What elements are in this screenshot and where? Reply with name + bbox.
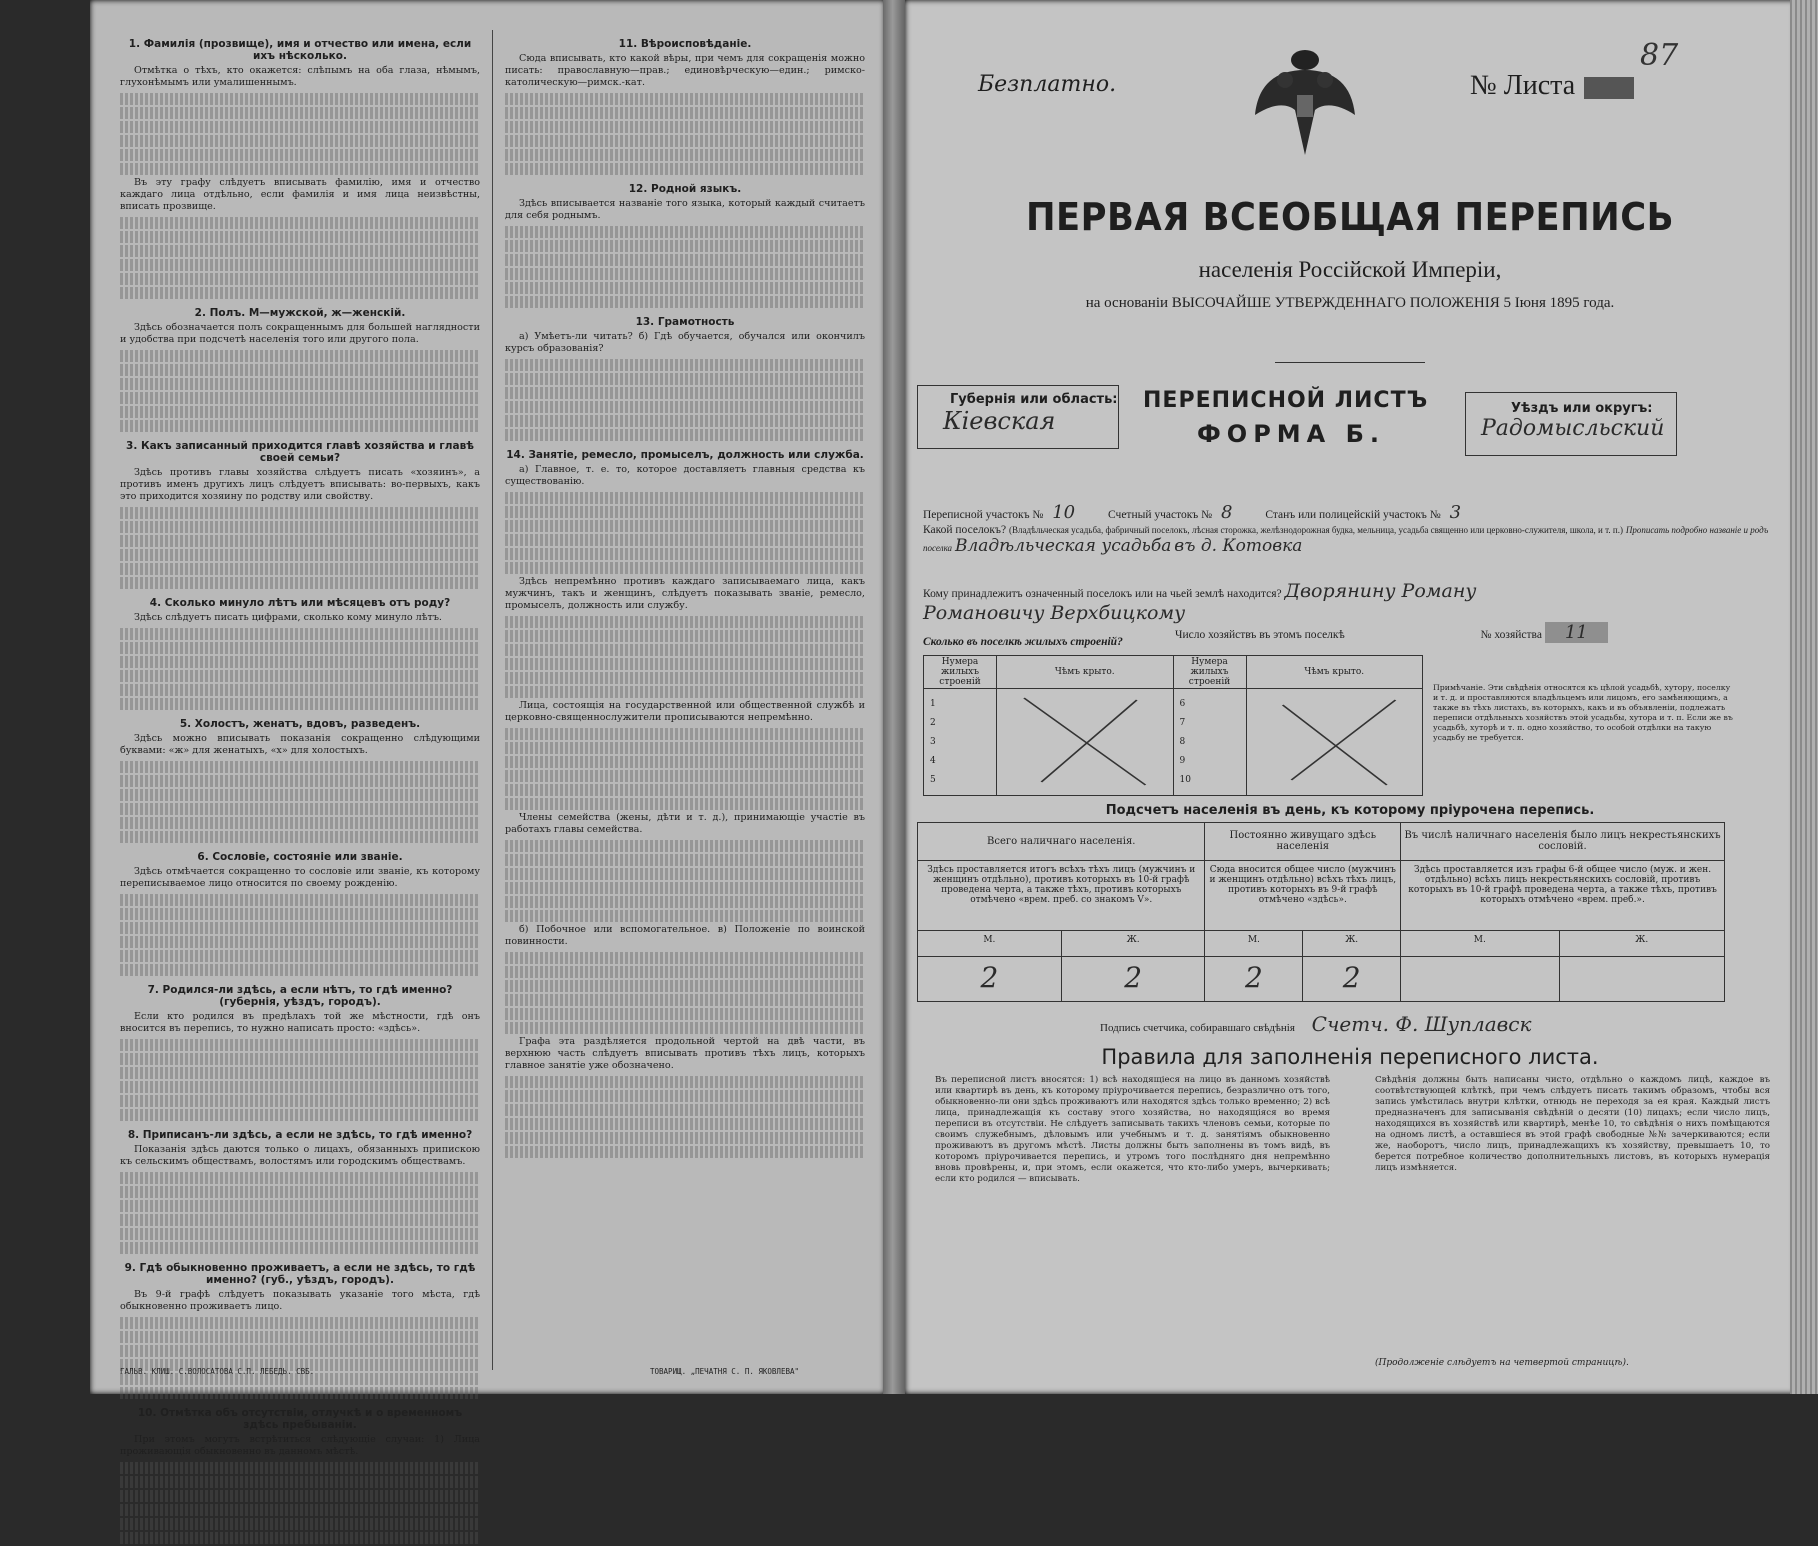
- faded-text-line: [120, 1067, 480, 1079]
- cross-out-mark: [998, 690, 1172, 790]
- faded-text-line: [120, 964, 480, 976]
- rules-column-right: Свѣдѣнія должны быть написаны чисто, отдѣльно о каждомъ лицѣ, каждое въ соотвѣтствующей клѣткѣ, при чемъ слѣдуетъ писать такимъ образомъ, чтобы вся запись умѣстилась внутри клѣтки, отнюдь не переходя за ея края. Каждый листъ предназначенъ для записыванія свѣдѣній о десяти (10) лицахъ; если число лицъ, находящихся въ хозяйствѣ или квартирѣ, менѣе 10, то свѣдѣнія о нихъ помѣщаются на одномъ листѣ, а оставшіеся въ этой графѣ свободные №№ зачеркиваются; если же, наоборотъ, число лицъ, принадлежащихъ къ хозяйству, превышаетъ 10, то берется потребное количество дополнительныхъ листовъ, въ которыхъ нумерація лицъ измѣняется.: [1375, 1075, 1770, 1173]
- instruction-heading: 9. Гдѣ обыкновенно проживаетъ, а если не здѣсь, то гдѣ именно? (губ., уѣздъ, городъ).: [124, 1262, 476, 1286]
- faded-text-line: [505, 840, 865, 852]
- faded-text-line: [505, 616, 865, 628]
- instruction-heading: 3. Какъ записанный приходится главѣ хозяйства и главѣ своей семьи?: [126, 440, 474, 464]
- faded-text-line: [505, 966, 865, 978]
- faded-text-line: [120, 803, 480, 815]
- enumerator-signature: Счетч. Ф. Шуплавск: [1311, 1012, 1532, 1036]
- faded-text-line: [505, 387, 865, 399]
- faded-text-line: [505, 994, 865, 1006]
- faded-text-line: [505, 1104, 865, 1116]
- free-label: Безплатно.: [978, 72, 1117, 97]
- faded-text-line: [505, 401, 865, 413]
- printer-footer-right: ТОВАРИЩ. „ПЕЧАТНЯ С. П. ЯКОВЛЕВА": [650, 1367, 800, 1376]
- faded-text-line: [120, 789, 480, 801]
- faded-text-line: [505, 980, 865, 992]
- faded-text-line: [120, 1053, 480, 1065]
- faded-text-line: [505, 896, 865, 908]
- instruction-text: Графа эта раздѣляется продольной чертой на двѣ части, въ верхнюю часть слѣдуетъ вписывать противъ тѣхъ лицъ, которыхъ главное занятіе уже обозначено.: [505, 1036, 865, 1071]
- faded-text-line: [505, 756, 865, 768]
- faded-text-line: [505, 686, 865, 698]
- instruction-heading: 7. Родился-ли здѣсь, а если нѣтъ, то гдѣ именно? (губернія, уѣздъ, городъ).: [147, 984, 453, 1008]
- instruction-text: Лица, состоящія на государственной или общественной службѣ и церковно-священнослужители прописываются непремѣнно.: [505, 700, 865, 723]
- faded-text-line: [505, 882, 865, 894]
- household-number-label: № хозяйства: [1480, 629, 1542, 641]
- building-row-number: 5: [930, 774, 936, 785]
- instruction-text: Здѣсь отмѣчается сокращенно то сословіе или званіе, къ которому переписываемое лицо относится по своему рожденію.: [120, 866, 480, 889]
- faded-text-line: [120, 149, 480, 161]
- instruction-heading: 2. Полъ. М—мужской, ж—женскій.: [194, 307, 406, 319]
- settlement-label: Какой поселокъ?: [923, 524, 1007, 536]
- faded-text-line: [120, 535, 480, 547]
- faded-text-line: [120, 521, 480, 533]
- settlement-hint: (Владѣльческая усадьба, фабричный поселокъ, лѣсная сторожка, желѣзнодорожная будка, мельница, усадьба священно или церковно-служителя, школа, и т. п.): [1008, 525, 1623, 535]
- sex-female-header: Ж.: [1559, 930, 1724, 956]
- faded-text-line: [120, 1476, 480, 1488]
- faded-text-line: [120, 392, 480, 404]
- building-row-number: 2: [930, 717, 936, 728]
- buildings-crossed-out-left: [997, 689, 1174, 796]
- faded-text-line: [505, 282, 865, 294]
- instruction-heading: 8. Приписанъ-ли здѣсь, а если не здѣсь, то гдѣ именно?: [127, 1129, 473, 1141]
- faded-text-line: [505, 1146, 865, 1158]
- pop-desc-non-peasant: Здѣсь проставляется изъ графы 6-й общее число (муж. и жен. отдѣльно) всѣхъ лицъ некрестьянскихъ сословій, противъ которыхъ въ 10-й графѣ проведена черта, а также тѣхъ, противъ которыхъ отмѣчено «врем. преб.».: [1401, 860, 1725, 930]
- stan-value: 3: [1449, 502, 1462, 523]
- faded-text-line: [505, 1090, 865, 1102]
- faded-text-line: [505, 506, 865, 518]
- settlement-value-2: въ д. Котовка: [1174, 536, 1303, 556]
- building-row-number: 9: [1179, 755, 1186, 766]
- archive-page-number: 87: [1640, 38, 1679, 73]
- building-row-number: 1: [930, 698, 936, 709]
- double-headed-eagle-emblem: [1250, 40, 1360, 160]
- instructions-column-left: [120, 30, 480, 1546]
- faded-text-line: [505, 534, 865, 546]
- faded-text-line: [505, 240, 865, 252]
- faded-text-line: [505, 1022, 865, 1034]
- instruction-text: б) Побочное или вспомогательное. в) Положеніе по воинской повинности.: [505, 924, 865, 947]
- sex-female-header: Ж.: [1303, 930, 1401, 956]
- faded-text-line: [120, 1172, 480, 1184]
- settlement-value-1: Владѣльческая усадьба: [954, 536, 1172, 556]
- faded-text-line: [120, 642, 480, 654]
- faded-text-line: [120, 761, 480, 773]
- faded-text-line: [120, 107, 480, 119]
- faded-text-line: [505, 268, 865, 280]
- faded-text-line: [120, 231, 480, 243]
- form-type: ФОРМА Б.: [1197, 420, 1386, 448]
- faded-text-line: [120, 121, 480, 133]
- faded-text-line: [505, 107, 865, 119]
- enumerator-signature-row: [1100, 1012, 1531, 1036]
- faded-text-line: [120, 936, 480, 948]
- instruction-text: а) Умѣетъ-ли читать? б) Гдѣ обучается, обучался или окончилъ курсъ образованія?: [505, 331, 865, 354]
- uezd-label: Уѣздъ или округъ:: [1511, 401, 1653, 416]
- rules-title: Правила для заполненія переписного листа.: [1101, 1045, 1599, 1069]
- instruction-heading: 11. Вѣроисповѣданіе.: [618, 38, 752, 50]
- faded-text-line: [505, 854, 865, 866]
- faded-text-line: [505, 658, 865, 670]
- uezd-box: [1465, 392, 1677, 456]
- faded-text-line: [120, 1317, 480, 1329]
- pop-header-present: Всего наличнаго населенія.: [918, 823, 1205, 861]
- non-peasant-male-count: [1401, 957, 1560, 1002]
- building-row-number: 6: [1179, 698, 1186, 709]
- faded-text-line: [120, 577, 480, 589]
- census-legal-basis: на основаніи ВЫСОЧАЙШЕ УТВЕРЖДЕННАГО ПОЛОЖЕНІЯ 5 Іюня 1895 года.: [1085, 295, 1615, 311]
- faded-text-line: [505, 296, 865, 308]
- faded-text-line: [120, 1345, 480, 1357]
- faded-text-line: [505, 630, 865, 642]
- faded-text-line: [120, 1214, 480, 1226]
- faded-text-line: [120, 1081, 480, 1093]
- sex-male-header: М.: [1401, 930, 1560, 956]
- faded-text-line: [505, 728, 865, 740]
- instruction-text: Здѣсь вписывается названіе того языка, который каждый считаетъ для себя роднымъ.: [505, 198, 865, 221]
- faded-text-line: [120, 259, 480, 271]
- faded-text-line: [120, 922, 480, 934]
- faded-text-line: [505, 742, 865, 754]
- pop-header-permanent: Постоянно живущаго здѣсь населенія: [1205, 823, 1401, 861]
- faded-text-line: [120, 817, 480, 829]
- building-row-number: 3: [930, 736, 936, 747]
- pop-desc-present: Здѣсь проставляется итогъ всѣхъ тѣхъ лицъ (мужчинъ и женщинъ отдѣльно), противъ которыхъ въ 10-й графѣ проведена черта, а также тѣхъ, противъ которыхъ отмѣчено «врем. преб. со знакомъ V».: [918, 860, 1205, 930]
- instruction-text: Въ 9-й графѣ слѣдуетъ показывать указаніе того мѣста, гдѣ обыкновенно проживаетъ лицо.: [120, 1289, 480, 1312]
- population-count-caption: Подсчетъ населенія въ день, къ которому пріурочена перепись.: [1105, 803, 1595, 818]
- buildings-header-roof-2: Чѣмъ крыто.: [1246, 656, 1423, 689]
- faded-text-line: [120, 406, 480, 418]
- settlement-row: [923, 524, 1783, 556]
- instruction-heading: 6. Сословіе, состояніе или званіе.: [197, 851, 403, 863]
- building-row-number: 7: [1179, 717, 1186, 728]
- instruction-heading: 4. Сколько минуло лѣтъ или мѣсяцевъ отъ роду?: [149, 597, 451, 609]
- building-row-number: 10: [1179, 774, 1191, 785]
- permanent-male-count: 2: [1205, 957, 1303, 1002]
- faded-text-line: [505, 520, 865, 532]
- faded-text-line: [120, 1242, 480, 1254]
- faded-text-line: [120, 670, 480, 682]
- faded-text-line: [120, 1228, 480, 1240]
- building-row-number: 8: [1179, 736, 1186, 747]
- census-area-value: 10: [1052, 502, 1076, 523]
- faded-text-line: [505, 359, 865, 371]
- instruction-text: Здѣсь можно вписывать показанія сокращенно слѣдующими буквами: «ж» для женатыхъ, «х» для холостыхъ.: [120, 733, 480, 756]
- sex-male-header: М.: [918, 930, 1062, 956]
- stan-label: Станъ или полицейскій участокъ №: [1265, 509, 1441, 521]
- faded-text-line: [120, 894, 480, 906]
- faded-text-line: [505, 254, 865, 266]
- instruction-text: Если кто родился въ предѣлахъ той же мѣстности, гдѣ онъ вносится въ перепись, то нужно написать просто: «здѣсь».: [120, 1011, 480, 1034]
- faded-text-line: [505, 770, 865, 782]
- instruction-text: Здѣсь слѣдуетъ писать цифрами, сколько кому минуло лѣтъ.: [134, 612, 442, 623]
- instruction-heading: 13. Грамотность: [635, 316, 735, 328]
- instruction-heading: 14. Занятіе, ремесло, промыселъ, должность или служба.: [506, 449, 864, 461]
- pop-header-non-peasant: Въ числѣ наличнаго населенія было лицъ некрестьянскихъ сословій.: [1401, 823, 1725, 861]
- faded-text-line: [505, 121, 865, 133]
- owner-label: Кому принадлежитъ означенный поселокъ или на чьей землѣ находится?: [923, 588, 1282, 600]
- instruction-heading: 12. Родной языкъ.: [628, 183, 742, 195]
- census-main-title: ПЕРВАЯ ВСЕОБЩАЯ ПЕРЕПИСЬ: [1025, 195, 1675, 239]
- faded-text-line: [505, 952, 865, 964]
- faded-text-line: [505, 868, 865, 880]
- sheet-number-label: № Листа: [1470, 70, 1576, 101]
- instruction-heading: 1. Фамилія (прозвище), имя и отчество или имена, если ихъ нѣсколько.: [128, 38, 472, 62]
- faded-text-line: [120, 163, 480, 175]
- faded-text-line: [120, 1186, 480, 1198]
- owner-value-2: Романовичу Верхбицкому: [923, 602, 1186, 624]
- buildings-header-roof: Чѣмъ крыто.: [997, 656, 1174, 689]
- faded-text-line: [120, 378, 480, 390]
- faded-text-line: [120, 507, 480, 519]
- instruction-text: Отмѣтка о тѣхъ, кто окажется: слѣпымъ на оба глаза, нѣмымъ, глухонѣмымъ или умалишеннымъ.: [120, 65, 480, 88]
- faded-text-line: [120, 908, 480, 920]
- faded-text-line: [120, 217, 480, 229]
- area-numbers-row: [923, 502, 1461, 523]
- buildings-label: Сколько въ поселкѣ жилыхъ строеній?: [923, 636, 1123, 648]
- faded-text-line: [505, 163, 865, 175]
- faded-text-line: [120, 273, 480, 285]
- faded-text-line: [120, 684, 480, 696]
- gubernia-label: Губернія или область:: [950, 392, 1118, 407]
- cross-out-mark: [1248, 690, 1422, 790]
- census-form-page: [905, 0, 1795, 1394]
- faded-text-line: [505, 149, 865, 161]
- rules-continuation-note: (Продолженіе слѣдуетъ на четвертой страницѣ).: [1375, 1358, 1629, 1368]
- sheet-number: [1470, 70, 1634, 102]
- faded-text-line: [505, 1118, 865, 1130]
- settlement-hint-2: Прописать подробно названіе и родъ поселка: [923, 525, 1769, 553]
- sex-male-header: М.: [1205, 930, 1303, 956]
- faded-text-line: [505, 784, 865, 796]
- buildings-note: Примѣчаніе. Эти свѣдѣнія относятся къ цѣлой усадьбѣ, хутору, поселку и т. д. и проставляются владѣльцемъ или лицомъ, его замѣняющимъ, а также въ тѣхъ листахъ, въ которыхъ, какъ и въ объявленіи, подлежатъ переписи отдѣльныхъ хозяйствъ этой усадьбы, хутора и т. п. Если же въ усадьбѣ, хуторѣ и т. п. одно хозяйство, то особой отдѣлки на такую усадьбу не требуется.: [1433, 683, 1733, 742]
- signature-label: Подпись счетчика, собиравшаго свѣдѣнія: [1100, 1022, 1295, 1034]
- faded-text-line: [120, 628, 480, 640]
- households-row: [1175, 622, 1608, 643]
- instruction-heading: 5. Холостъ, женатъ, вдовъ, разведенъ.: [179, 718, 421, 730]
- faded-text-line: [505, 644, 865, 656]
- households-label: Число хозяйствъ въ этомъ поселкѣ: [1175, 629, 1345, 641]
- faded-text-line: [120, 831, 480, 843]
- faded-text-line: [505, 1076, 865, 1088]
- present-male-count: 2: [918, 957, 1062, 1002]
- faded-text-line: [505, 492, 865, 504]
- instruction-text: Показанія здѣсь даются только о лицахъ, обязанныхъ припискою къ сельскимъ обществамъ, волостямъ или городскимъ обществамъ.: [120, 1144, 480, 1167]
- faded-text-line: [120, 775, 480, 787]
- instruction-text: Здѣсь обозначается полъ сокращеннымъ для большей наглядности и удобства при подсчетѣ населенія того или другого пола.: [120, 322, 480, 345]
- faded-text-line: [120, 1039, 480, 1051]
- owner-row: [923, 580, 1783, 624]
- faded-text-line: [120, 350, 480, 362]
- uezd-value: Радомысльский: [1481, 416, 1665, 441]
- instruction-text: Члены семейства (жены, дѣти и т. д.), принимающіе участіе въ работахъ главы семейства.: [505, 812, 865, 835]
- faded-text-line: [120, 1200, 480, 1212]
- printer-footer-left: ГАЛЬВ. КЛИШ. С.ВОЛОСАТОВА С.П. ЛЕБЕДЬ. СВБ.: [120, 1367, 315, 1376]
- instruction-text: При этомъ могутъ встрѣтиться слѣдующіе случаи: 1) Лица проживающія обыкновенно въ данномъ мѣстѣ.: [120, 1434, 480, 1457]
- faded-text-line: [120, 1504, 480, 1516]
- faded-text-line: [505, 910, 865, 922]
- faded-text-line: [505, 93, 865, 105]
- faded-text-line: [505, 373, 865, 385]
- gubernia-box: [917, 385, 1119, 449]
- faded-text-line: [120, 364, 480, 376]
- faded-text-line: [120, 1109, 480, 1121]
- buildings-crossed-out-right: [1246, 689, 1423, 796]
- buildings-header-numbers: Нумера жилыхъ строеній: [924, 656, 997, 689]
- faded-text-line: [120, 656, 480, 668]
- buildings-header-numbers-2: Нумера жилыхъ строеній: [1173, 656, 1246, 689]
- faded-text-line: [505, 548, 865, 560]
- instructions-column-right: [505, 30, 865, 1160]
- census-subtitle: населенія Россійской Имперіи,: [1198, 257, 1502, 282]
- pop-desc-permanent: Сюда вносится общее число (мужчинъ и женщинъ отдѣльно) всѣхъ тѣхъ лицъ, противъ которыхъ въ 9-й графѣ отмѣчено «здѣсь».: [1205, 860, 1401, 930]
- present-female-count: 2: [1061, 957, 1205, 1002]
- faded-text-line: [120, 1532, 480, 1544]
- page-stack-edge: [1790, 0, 1818, 1394]
- faded-text-line: [505, 226, 865, 238]
- faded-text-line: [505, 415, 865, 427]
- faded-text-line: [120, 1518, 480, 1530]
- building-row-number: 4: [930, 755, 936, 766]
- household-number-value: 11: [1545, 622, 1608, 643]
- faded-text-line: [505, 1008, 865, 1020]
- faded-text-line: [505, 135, 865, 147]
- faded-text-line: [120, 698, 480, 710]
- count-area-label: Счетный участокъ №: [1108, 509, 1213, 521]
- building-numbers-left: [924, 689, 997, 796]
- faded-text-line: [120, 287, 480, 299]
- rules-column-left: Въ переписной листъ вносятся: 1) всѣ находящіеся на лицо въ данномъ хозяйствѣ или квартирѣ въ день, къ которому пріурочивается перепись, безразлично отъ того, обыкновенно-ли они здѣсь проживаютъ или находятся здѣсь только временно; 2) всѣ лица, принадлежащія къ составу этого хозяйства, но находящіяся во время переписи въ отсутствіи. Не слѣдуетъ записывать такихъ членовъ семьи, которые по своимъ служебнымъ, дѣловымъ или учебнымъ и т. д. занятіямъ обыкновенно проживаютъ въ другомъ мѣстѣ. Листы должны быть заполнены въ томъ видѣ, въ которомъ пріурочивается перепись, и утромъ того послѣдняго дня непремѣнно вновь провѣрены, и, при этомъ, если окажется, что кто-либо умеръ, вычеркивать; если кто родился — вписывать.: [935, 1075, 1330, 1184]
- faded-text-line: [120, 1095, 480, 1107]
- column-divider: [492, 30, 493, 1370]
- faded-text-line: [505, 798, 865, 810]
- divider: [1275, 362, 1425, 363]
- sheet-number-box: [1584, 77, 1634, 99]
- faded-text-line: [505, 429, 865, 441]
- faded-text-line: [120, 93, 480, 105]
- instruction-text: Здѣсь непремѣнно противъ каждаго записываемаго лица, какъ мужчинъ, такъ и женщинъ, слѣдуетъ показывать званіе, ремесло, промыселъ, должность или службу.: [505, 576, 865, 611]
- faded-text-line: [120, 1387, 480, 1399]
- instruction-text: Здѣсь противъ главы хозяйства слѣдуетъ писать «хозяинъ», а противъ именъ другихъ лицъ слѣдуетъ вписывать: во-первыхъ, какъ это приходится хозяину по родству или свойству.: [120, 467, 480, 502]
- instruction-text: а) Главное, т. е. то, которое доставляетъ главныя средства къ существованію.: [505, 464, 865, 487]
- faded-text-line: [120, 135, 480, 147]
- faded-text-line: [505, 672, 865, 684]
- faded-text-line: [505, 1132, 865, 1144]
- instruction-text: Въ эту графу слѣдуетъ вписывать фамилію, имя и отчество каждаго лица отдѣльно, если фамилія и имя лица неизвѣстны, вписать прозвище.: [120, 177, 480, 212]
- census-area-label: Переписной участокъ №: [923, 509, 1044, 521]
- instruction-heading: 10. Отмѣтка объ отсутствіи, отлучкѣ и о временномъ здѣсь пребываніи.: [137, 1407, 463, 1431]
- form-title: ПЕРЕПИСНОЙ ЛИСТЪ: [1143, 388, 1429, 413]
- faded-text-line: [120, 1462, 480, 1474]
- faded-text-line: [120, 420, 480, 432]
- building-numbers-right: [1173, 689, 1246, 796]
- instruction-text: Сюда вписывать, кто какой вѣры, при чемъ для сокращенія можно писать: православную—прав.; единовѣрческую—един.; римско-католическую—римск.-кат.: [505, 53, 865, 88]
- instructions-page: [90, 0, 885, 1457]
- sex-female-header: Ж.: [1061, 930, 1205, 956]
- permanent-female-count: 2: [1303, 957, 1401, 1002]
- buildings-table: [923, 655, 1423, 796]
- faded-text-line: [120, 1490, 480, 1502]
- count-area-value: 8: [1220, 502, 1233, 523]
- owner-value-1: Дворянину Роману: [1284, 580, 1477, 602]
- gubernia-value: Кіевская: [943, 407, 1056, 435]
- faded-text-line: [505, 562, 865, 574]
- faded-text-line: [120, 1331, 480, 1343]
- faded-text-line: [120, 563, 480, 575]
- faded-text-line: [120, 245, 480, 257]
- faded-text-line: [120, 549, 480, 561]
- non-peasant-female-count: [1559, 957, 1724, 1002]
- population-count-table: [917, 822, 1725, 1002]
- book-spine: [883, 0, 907, 1394]
- faded-text-line: [120, 950, 480, 962]
